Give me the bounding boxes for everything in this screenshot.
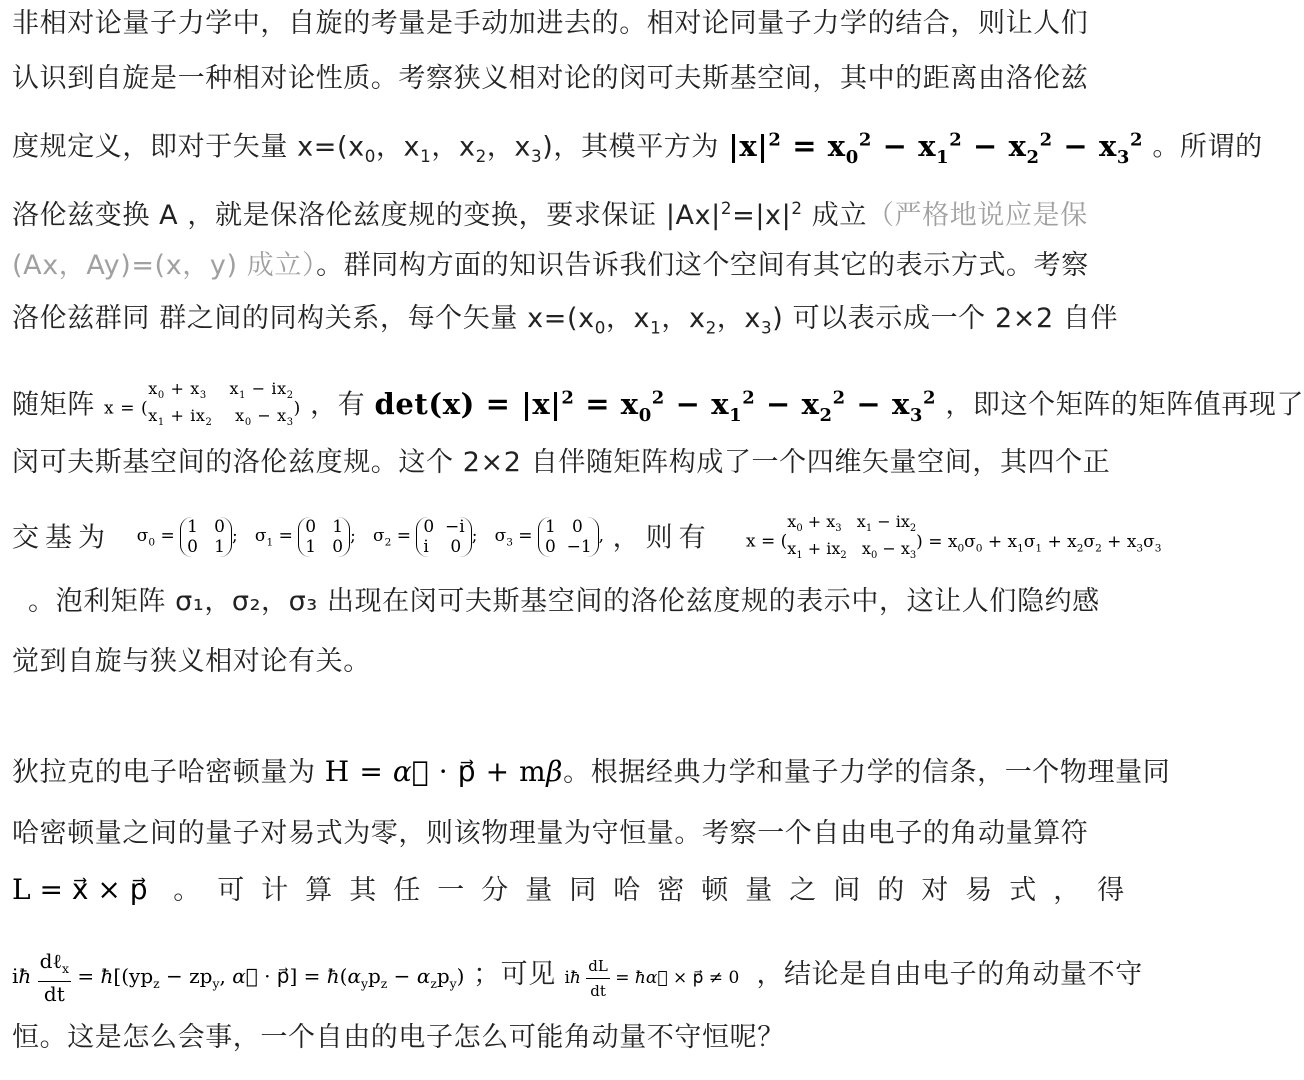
p2-text-1b: 。根据经典力学和量子力学的信条，一个物理量同 (563, 757, 1171, 788)
pauli-expansion-matrix: $x_0 + x_3$ $x_1 - ix_2$ $x_1 + ix_2$ $x_0 - x_3$ (787, 512, 917, 562)
p1-line-2 (12, 49, 1088, 109)
p2-line-4 (12, 945, 1143, 1005)
p2-line-5 (12, 1008, 785, 1068)
norm-squared-formula: $|x|^2 = x_0^2 - x_1^2 - x_2^2 - x_3^2$ (728, 128, 1144, 168)
pauli-expansion-formula: x = ( (746, 531, 788, 552)
matrix-x: $x_0 + x_3$ $x_1 - ix_2$ $x_1 + ix_2$ $x_0 - x_3$ (148, 378, 294, 429)
p1-text-7a: 随矩阵 (12, 389, 95, 421)
p2-text-4a: ；可见 (473, 959, 556, 990)
dL-dt-formula: iħ $\frac{dL}{dt}$ = ħα⃗ × p⃗ ≠ 0 (564, 968, 739, 988)
p1-line-1 (12, 0, 1088, 54)
sigma-1-matrix: $\sigma_1$ = 0 1 1 0 ; (254, 516, 356, 557)
p1-text-1: 非相对论量子力学中，自旋的考量是手动加进去的。相对论同量子力学的结合，则让人们 (12, 8, 1089, 39)
p1-text-2: 认识到自旋是一种相对论性质。考察狭义相对论的闵可夫斯基空间，其中的距离由洛伦兹 (12, 63, 1089, 94)
p1-text-4b: =|x| (732, 200, 792, 231)
p1-text-5: 。群同构方面的知识告诉我们这个空间有其它的表示方式。考察 (316, 250, 1089, 281)
p1-text-6a: 洛伦兹群同 群之间的同构关系，每个矢量 x=(x (12, 303, 595, 334)
p1-line-5 (12, 236, 1089, 296)
gray-note-1: （严格地说应是保 (866, 200, 1088, 231)
p1-text-4c: 成立 (802, 200, 867, 231)
p1-text-9b: ，则有 (612, 522, 712, 554)
lorentz-transform-text: 洛伦兹变换 A ，就是保洛伦兹度规的变换，要求保证 |Ax| (12, 200, 721, 231)
basis-intro-text: 交基为 (12, 522, 111, 554)
p1-line-7: 随矩阵 x = ( $x_0 + x_3$ $x_1 - ix_2$ $x_1 + ix_2$ $x_0 - x_3$ ) ，有 $\det(x) = |x|^2 = x_0^2 - x_1^2 - x_2^2 - x_3^2$ ，即这个矩阵的矩阵值再现了 (12, 368, 1304, 428)
p1-text-3c: 。所谓的 (1152, 131, 1263, 163)
p2-text-3: 。可计算其任一分量同哈密顿量之间的对易式，得 (173, 875, 1142, 906)
vector-def-text: 度规定义，即对于矢量 x=(x (12, 131, 365, 163)
p1-text-7b: ，有 (310, 389, 366, 421)
p2-line-1 (12, 742, 1170, 802)
matrix-x-label: x = ( (104, 398, 149, 419)
sigma-3-matrix: $\sigma_3$ = 1 0 0 −1 , (494, 516, 605, 557)
dirac-intro-text: 狄拉克的电子哈密顿量为 (12, 757, 316, 788)
gray-note-2: (Ax，Ay)=(x，y) 成立） (12, 250, 317, 281)
sigma-0-matrix: $\sigma_0$ = 1 0 0 1 ; (136, 516, 238, 557)
determinant-formula: $\det(x) = |x|^2 = x_0^2 - x_1^2 - x_2^2 - x_3^2$ (374, 386, 937, 426)
p2-line-3 (12, 860, 1141, 920)
p2-text-4b: ，结论是自由电子的角动量不守 (756, 959, 1143, 990)
p2-text-2: 哈密顿量之间的量子对易式为零，则该物理量为守恒量。考察一个自由电子的角动量算符 (12, 818, 1089, 849)
norm-intro-text: ，其模平方为 (553, 131, 720, 163)
p2-line-2 (12, 804, 1088, 864)
p1-text-11: 觉到自旋与狭义相对论有关。 (12, 646, 371, 677)
sigma-2-matrix: $\sigma_2$ = 0 −i i 0 ; (373, 516, 478, 557)
p1-text-10: 。泡利矩阵 σ₁，σ₂，σ₃ 出现在闵可夫斯基空间的洛伦兹度规的表示中，这让人们隐约感 (28, 586, 1100, 617)
p1-text-7c: ，即这个矩阵的矩阵值再现了 (945, 389, 1304, 421)
p1-text-8: 闵可夫斯基空间的洛伦兹度规。这个 2×2 自伴随矩阵构成了一个四维矢量空间，其四个正 (12, 447, 1111, 478)
p1-line-8 (12, 433, 1110, 493)
p1-line-3: 度规定义，即对于矢量 $x=(x_0$，$x_1$，$x_2$，$x_3$)，其模平方为 $|x|^2 = x_0^2 - x_1^2 - x_2^2 - x_3^2$ 。所谓的 (12, 128, 1263, 168)
p1-line-10 (28, 572, 1100, 632)
commutator-formula: iħ $\frac{d\ell_x}{dt}$ = $ħ[(yp_z - zp_y$, α⃗ · p⃗] = $ħ(\alpha_yp_z - \alpha_zp_y)$ (12, 949, 465, 1006)
dirac-hamiltonian-formula: H = α⃗ · p⃗ + mβ (324, 755, 564, 788)
p1-line-9: 交基为 $\sigma_0$ = 1 0 0 1 ; $\sigma_1$ = 0 1 1 0 ; $\sigma_2$ = 0 −i i 0 ; $\sigma_3$ = 1 0 0 −1 , ，则有 x = ( $x_0 + x_3$ $x_1 - ix_2$ $x_1 + ix_2$ $x_0 - x_3$ ) = $x_0\sigma_0 + x_1\sigma_1 + x_2\sigma_2 + x_3\sigma_3$ (12, 506, 1161, 566)
p1-line-4: 洛伦兹变换 A ，就是保洛伦兹度规的变换，要求保证 $|Ax|^2=|x|^2$ 成立（严格地说应是保 (12, 198, 1088, 231)
p1-text-6b: 可以表示成一个 2×2 自伴 (783, 303, 1119, 334)
p1-line-6: 洛伦兹群同 群之间的同构关系，每个矢量 $x=(x_0$，$x_1$，$x_2$，$x_3$) 可以表示成一个 2×2 自伴 (12, 303, 1119, 338)
p1-line-11 (12, 632, 371, 692)
angular-momentum-formula: L = x⃗ × p⃗ (12, 873, 148, 906)
p2-text-5: 恒。这是怎么会事，一个自由的电子怎么可能角动量不守恒呢？ (12, 1022, 785, 1053)
